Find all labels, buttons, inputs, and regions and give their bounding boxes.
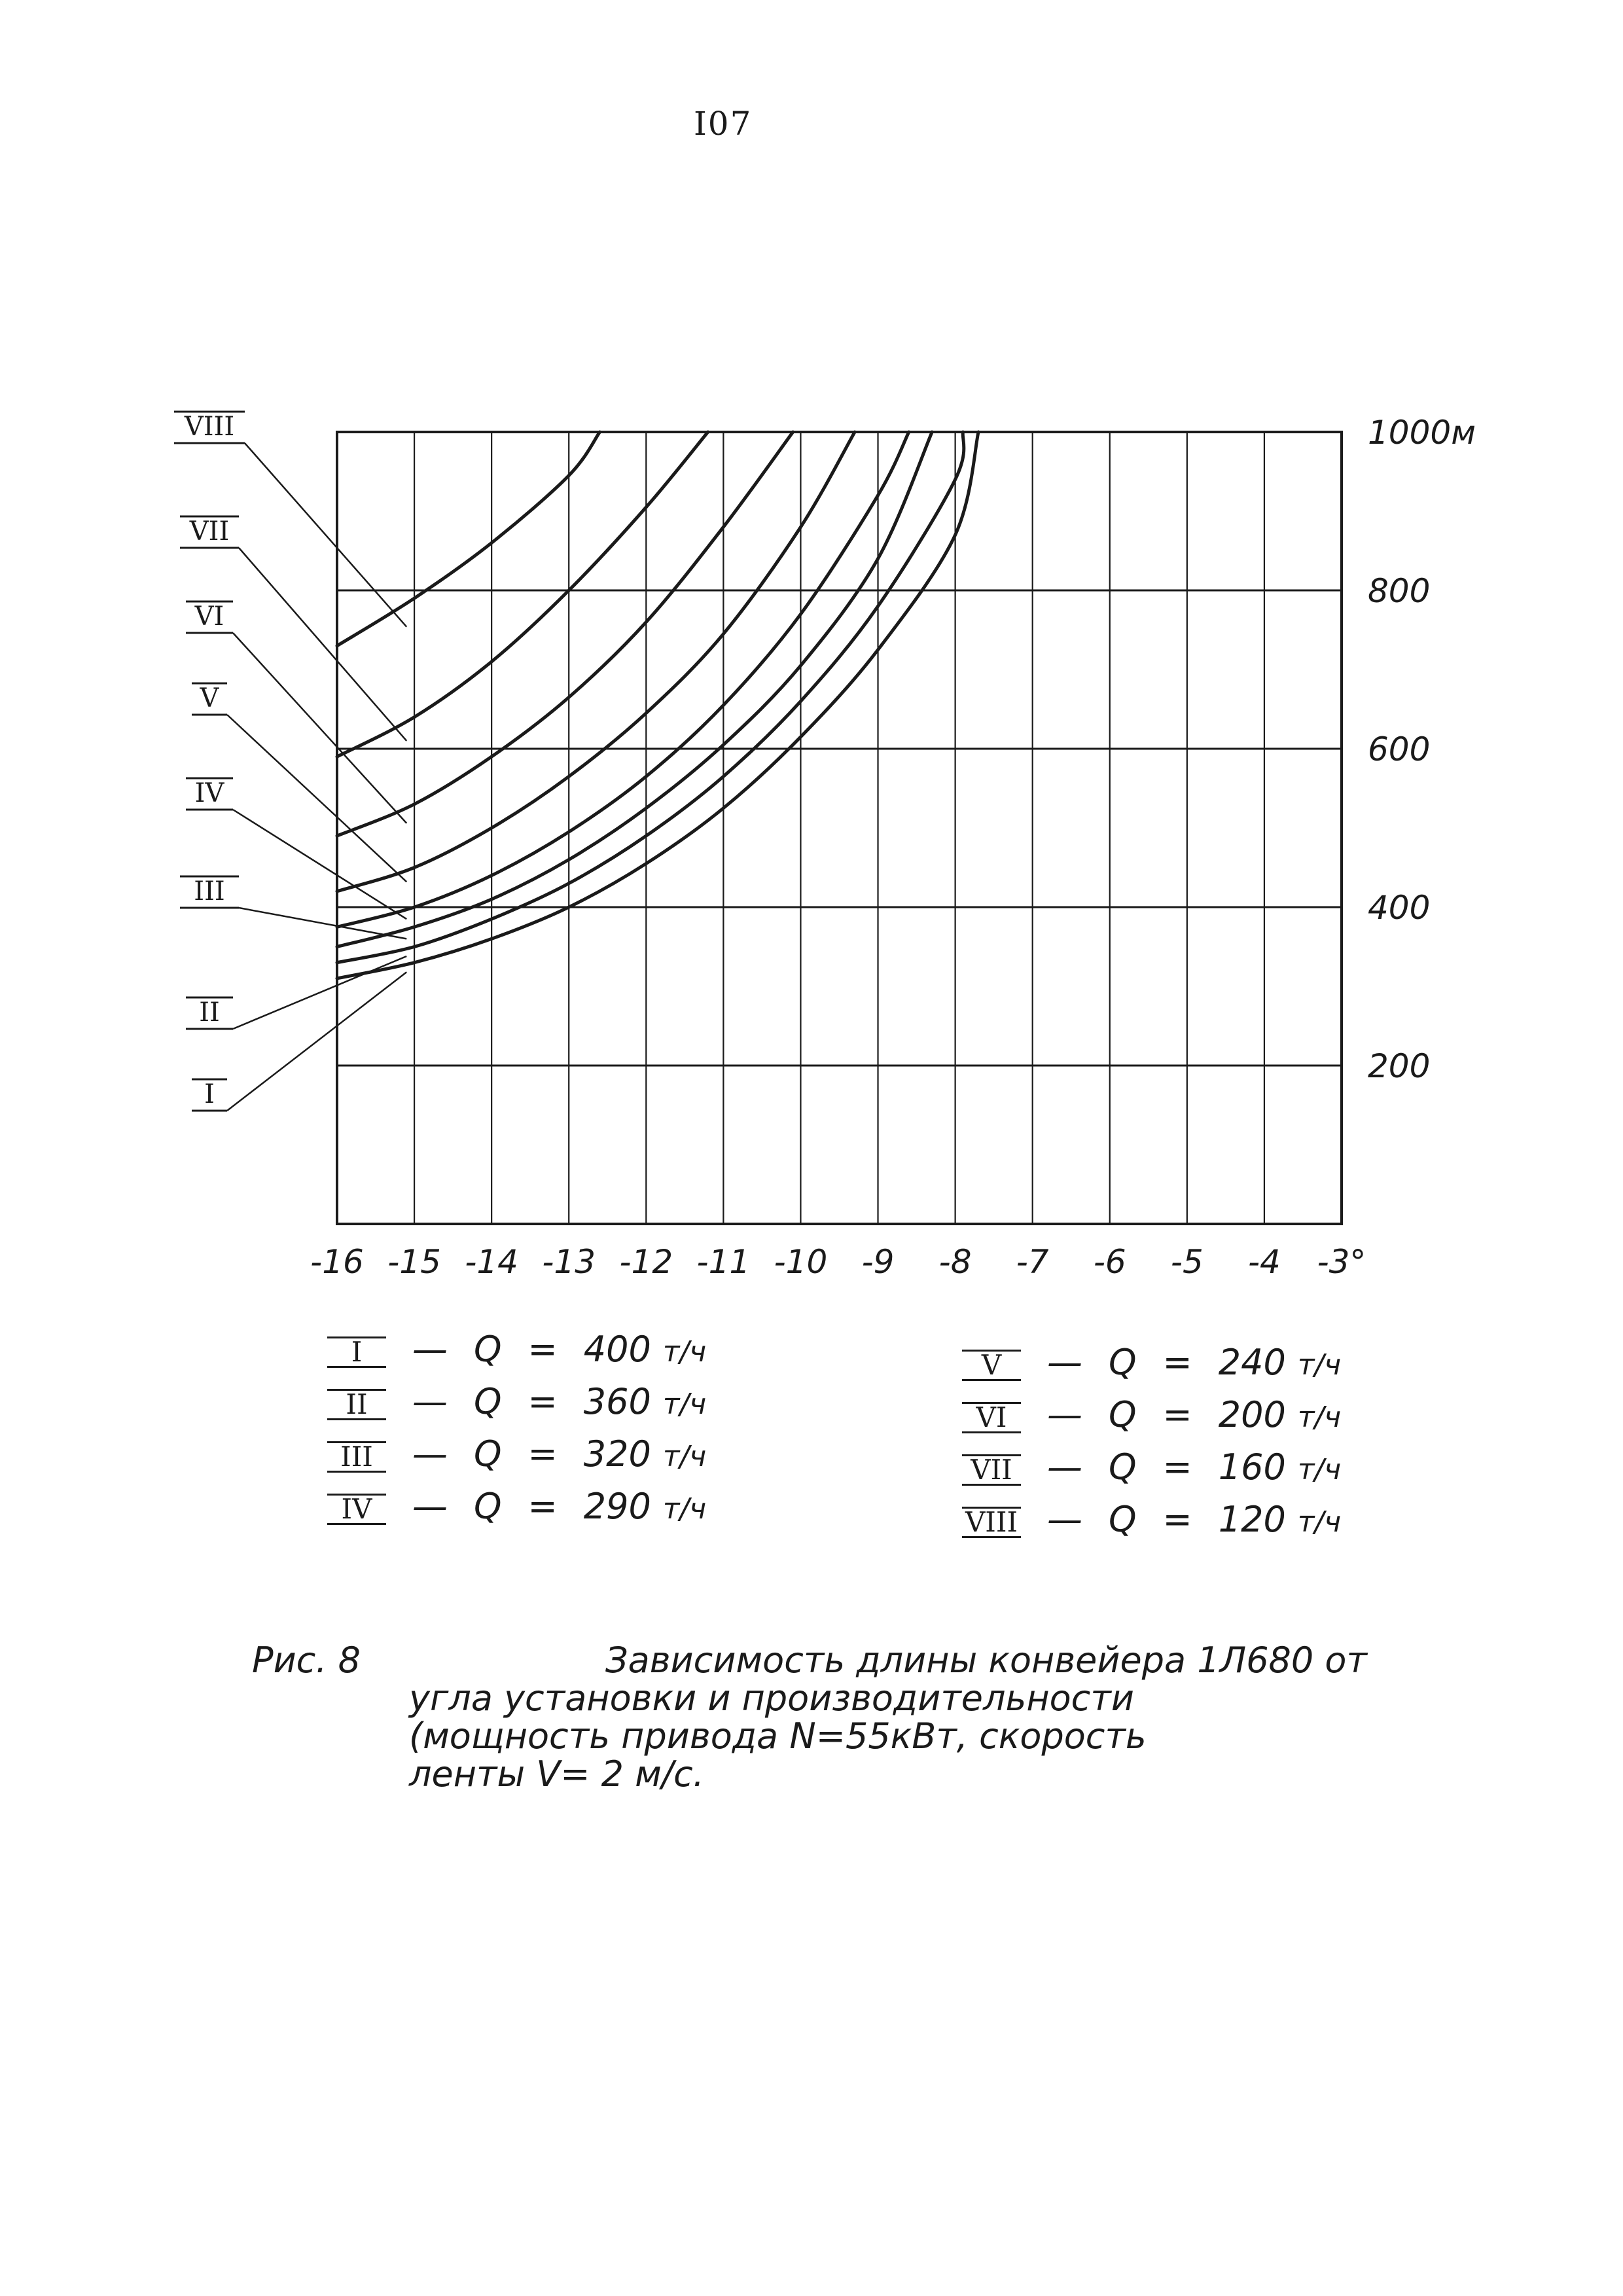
legend-right — [962, 1342, 1341, 1551]
legend-item — [327, 1433, 706, 1486]
legend-eq: = — [527, 1329, 558, 1370]
legend-dash: — — [1047, 1499, 1082, 1540]
chart-series — [337, 432, 978, 978]
legend-item — [327, 1381, 706, 1433]
series-label: V — [200, 683, 219, 713]
x-tick-label: -15 — [387, 1243, 441, 1281]
series-leader-line — [245, 443, 406, 627]
legend-dash: — — [1047, 1342, 1082, 1383]
legend-eq: = — [1162, 1499, 1192, 1540]
legend-left — [327, 1329, 706, 1538]
legend-eq: = — [527, 1381, 558, 1422]
series-leader-line — [239, 908, 406, 939]
legend-dash: — — [412, 1381, 448, 1422]
series-label: II — [199, 997, 220, 1028]
caption-line: угла установки и производительности — [409, 1677, 1134, 1719]
legend-unit: т/ч — [1297, 1453, 1342, 1486]
legend-value: 200 — [1218, 1394, 1286, 1435]
legend-value: 400 — [583, 1329, 651, 1370]
legend-unit: т/ч — [1297, 1401, 1342, 1434]
legend-unit: т/ч — [1297, 1348, 1342, 1382]
series-label: VIII — [184, 412, 235, 442]
legend-unit: т/ч — [662, 1388, 707, 1421]
legend-eq: = — [1162, 1342, 1192, 1383]
x-tick-label: -9 — [861, 1243, 895, 1281]
legend-item — [962, 1394, 1341, 1446]
legend-item — [962, 1342, 1341, 1394]
legend-eq: = — [1162, 1394, 1192, 1435]
legend-item — [962, 1499, 1341, 1551]
series-label: I — [204, 1079, 215, 1109]
y-tick-label: 200 — [1368, 1047, 1431, 1085]
legend-dash: — — [412, 1433, 448, 1475]
legend-item — [327, 1486, 706, 1538]
legend-roman: VII — [962, 1454, 1021, 1486]
series-label: VII — [189, 516, 230, 547]
plot-frame — [337, 432, 1342, 1224]
legend-dash: — — [1047, 1394, 1082, 1435]
x-tick-label: -10 — [774, 1243, 828, 1281]
figure-label: Рис. 8 — [252, 1640, 361, 1681]
x-tick-label: -13 — [542, 1243, 596, 1281]
legend-value: 290 — [583, 1486, 651, 1527]
series-label: III — [194, 876, 225, 906]
series-leader-line — [239, 548, 406, 741]
chart-grid — [337, 432, 1342, 1224]
legend-eq: = — [527, 1433, 558, 1475]
legend-roman: IV — [327, 1494, 386, 1525]
legend-q: Q — [1109, 1499, 1137, 1540]
legend-item — [962, 1446, 1341, 1499]
x-tick-label: -4 — [1247, 1243, 1281, 1281]
legend-roman: III — [327, 1441, 386, 1473]
x-tick-label: -11 — [696, 1243, 751, 1281]
x-tick-label: -7 — [1016, 1243, 1049, 1281]
series-leader-line — [227, 972, 406, 1111]
legend-q: Q — [1109, 1342, 1137, 1383]
legend-dash: — — [412, 1486, 448, 1527]
legend-eq: = — [1162, 1446, 1192, 1488]
legend-q: Q — [474, 1433, 502, 1475]
legend-q: Q — [474, 1329, 502, 1370]
legend-unit: т/ч — [1297, 1505, 1342, 1539]
caption-line: Зависимость длины конвейера 1Л680 от — [605, 1640, 1367, 1681]
x-tick-label: -3° — [1317, 1243, 1366, 1281]
x-tick-label: -16 — [310, 1243, 364, 1281]
legend-unit: т/ч — [662, 1335, 707, 1369]
series-leader-line — [233, 633, 406, 823]
series-label: IV — [194, 778, 224, 808]
x-tick-label: -5 — [1170, 1243, 1204, 1281]
legend-value: 320 — [583, 1433, 651, 1475]
series-leader-line — [233, 810, 406, 919]
legend-roman: II — [327, 1389, 386, 1420]
series-leader-line — [227, 715, 406, 882]
legend-roman: VIII — [962, 1507, 1021, 1538]
legend-dash: — — [1047, 1446, 1082, 1488]
legend-roman: V — [962, 1350, 1021, 1381]
x-tick-label: -14 — [465, 1243, 518, 1281]
x-tick-label: -6 — [1093, 1243, 1126, 1281]
legend-value: 360 — [583, 1381, 651, 1422]
legend-unit: т/ч — [662, 1492, 707, 1526]
y-tick-label: 800 — [1368, 572, 1431, 610]
x-tick-label: -8 — [938, 1243, 972, 1281]
caption-line: (мощность привода N=55кВт, скорость — [409, 1715, 1147, 1757]
caption-text — [409, 1640, 1443, 1795]
chart-leaders — [227, 443, 406, 1111]
legend-item — [327, 1329, 706, 1381]
caption-line: ленты V= 2 м/с. — [409, 1753, 704, 1795]
legend-value: 120 — [1218, 1499, 1286, 1540]
legend-value: 160 — [1218, 1446, 1286, 1488]
y-tick-label: 400 — [1368, 889, 1431, 927]
y-tick-label: 1000м — [1368, 414, 1476, 452]
series-label: VI — [194, 601, 224, 632]
legend-q: Q — [1109, 1394, 1137, 1435]
page-number: I07 — [694, 105, 753, 143]
legend-roman: VI — [962, 1402, 1021, 1433]
legend-dash: — — [412, 1329, 448, 1370]
legend-unit: т/ч — [662, 1440, 707, 1473]
legend-q: Q — [474, 1381, 502, 1422]
legend-q: Q — [474, 1486, 502, 1527]
legend-q: Q — [1109, 1446, 1137, 1488]
series-line-viii — [337, 432, 599, 646]
legend-roman: I — [327, 1336, 386, 1368]
legend-value: 240 — [1218, 1342, 1286, 1383]
y-tick-label: 600 — [1368, 730, 1431, 768]
legend-eq: = — [527, 1486, 558, 1527]
x-tick-label: -12 — [619, 1243, 673, 1281]
